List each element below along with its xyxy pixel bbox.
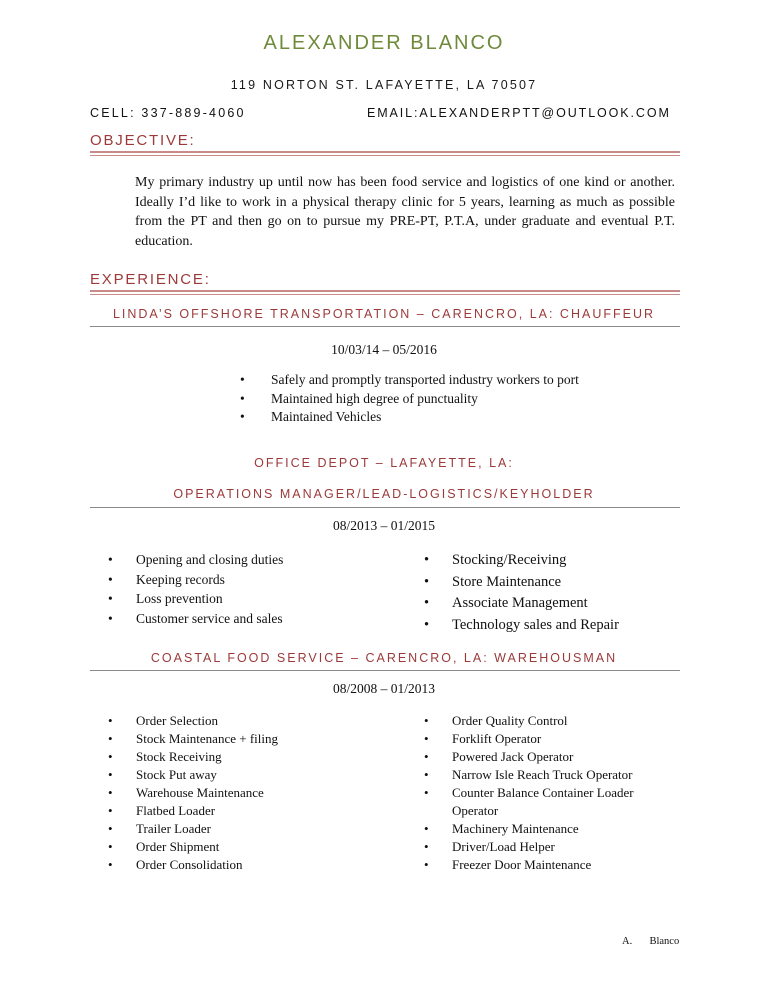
list-item: • Order Selection <box>108 712 278 730</box>
job-3-title: COASTAL FOOD SERVICE – CARENCRO, LA: WAREHOUSMAN <box>150 651 618 665</box>
address-line: 119 NORTON ST. LAFAYETTE, LA 70507 <box>230 78 538 92</box>
list-item: • Opening and closing duties <box>108 550 283 570</box>
job-3-dates: 08/2008 – 01/2013 <box>332 681 435 696</box>
footer-surname: Blanco <box>649 936 680 947</box>
job-2-company: OFFICE DEPOT – LAFAYETTE, LA: <box>254 456 514 470</box>
list-item: • Store Maintenance <box>424 572 619 594</box>
list-item: • Maintained high degree of punctuality <box>240 390 579 409</box>
job-1-dates: 10/03/14 – 05/2016 <box>331 342 437 357</box>
list-item: • Forklift Operator <box>424 730 634 748</box>
list-item: • Customer service and sales <box>108 609 283 629</box>
list-item: • Associate Management <box>424 593 619 615</box>
footer-initial: A. <box>622 936 633 947</box>
list-item: • Loss prevention <box>108 589 283 609</box>
list-item: • Flatbed Loader <box>108 802 278 820</box>
objective-text: My primary industry up until now has been food service and logistics of one kind or another. Ideally I’d like to work in a physical therapy clinic for 5 years, learning as much as possible from the PT and then go on to pursue my PRE-PT, P.T.A, under graduate and eventual P.T. education. <box>135 175 675 249</box>
job-1-rule <box>90 326 680 327</box>
job-2-rule <box>90 507 680 508</box>
job-3-duties-left <box>108 712 278 874</box>
list-item: • Stock Maintenance + filing <box>108 730 278 748</box>
job-3-rule <box>90 670 680 671</box>
list-item: • Machinery Maintenance <box>424 820 634 838</box>
list-item: • Stock Put away <box>108 766 278 784</box>
job-2-title: OPERATIONS MANAGER/LEAD-LOGISTICS/KEYHOLDER <box>173 487 595 501</box>
job-2-duties-left <box>108 550 283 628</box>
email-address: EMAIL:ALEXANDERPTT@OUTLOOK.COM <box>367 106 671 120</box>
list-item: • Technology sales and Repair <box>424 615 619 637</box>
objective-rule-top <box>90 151 680 153</box>
list-item: • Keeping records <box>108 570 283 590</box>
job-2-dates: 08/2013 – 01/2015 <box>332 518 435 533</box>
list-item: • Order Shipment <box>108 838 278 856</box>
list-item: • Driver/Load Helper <box>424 838 634 856</box>
experience-heading: EXPERIENCE: <box>90 271 211 288</box>
list-item: • Counter Balance Container Loader <box>424 784 634 802</box>
list-item: • Powered Jack Operator <box>424 748 634 766</box>
list-item: • Warehouse Maintenance <box>108 784 278 802</box>
list-item: • Safely and promptly transported industry workers to port <box>240 371 579 390</box>
objective-rule-bottom <box>90 155 680 156</box>
experience-rule-bottom <box>90 294 680 295</box>
list-item: • Freezer Door Maintenance <box>424 856 634 874</box>
applicant-name: ALEXANDER BLANCO <box>263 32 505 54</box>
objective-heading: OBJECTIVE: <box>90 132 196 149</box>
job-1-title: LINDA’S OFFSHORE TRANSPORTATION – CARENCRO, LA: CHAUFFEUR <box>112 307 656 321</box>
list-item-continuation: Operator <box>452 803 499 818</box>
job-2-duties-right <box>424 550 619 636</box>
job-3-duties-right <box>424 712 634 874</box>
footer-signature <box>622 936 679 947</box>
list-item: • Maintained Vehicles <box>240 408 579 427</box>
cell-phone: CELL: 337-889-4060 <box>90 106 246 120</box>
experience-rule-top <box>90 290 680 292</box>
list-item: • Stocking/Receiving <box>424 550 619 572</box>
job-1-duties <box>240 371 579 427</box>
list-item: • Narrow Isle Reach Truck Operator <box>424 766 634 784</box>
list-item: • Trailer Loader <box>108 820 278 838</box>
list-item: • Order Quality Control <box>424 712 634 730</box>
list-item: • Order Consolidation <box>108 856 278 874</box>
list-item: • Stock Receiving <box>108 748 278 766</box>
